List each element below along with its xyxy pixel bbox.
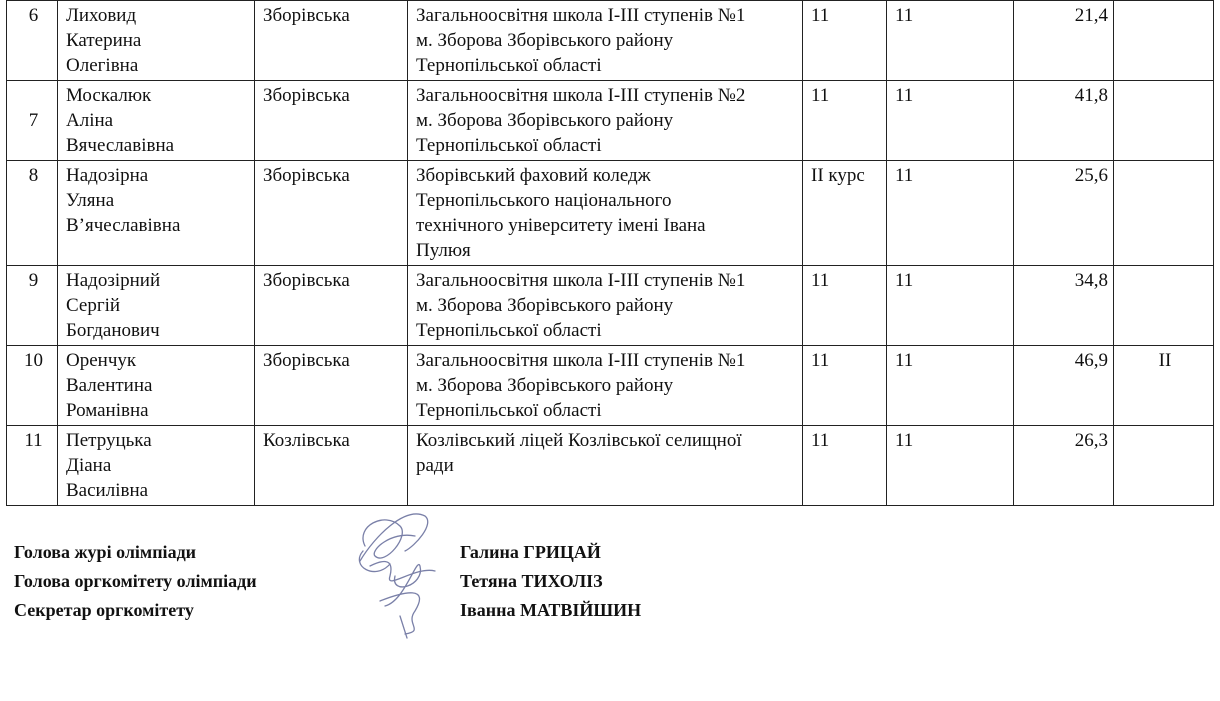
table-row [7,266,1214,346]
table-row [7,346,1214,426]
school-line: Загальноосвітня школа І-ІІІ ступенів №1 [416,5,746,26]
cell-place [1114,1,1214,81]
name-line: Уляна [66,190,115,211]
school-line: Зборівський фаховий коледж [416,165,651,186]
cell-score: 34,8 [1014,266,1114,346]
results-table-body [7,1,1214,506]
cell-district: Зборівська [255,1,408,81]
cell-place [1114,81,1214,161]
jury-head-role: Голова журі олімпіади [14,542,197,562]
name-line: В’ячеславівна [66,215,181,236]
name-line: Катерина [66,30,142,51]
table-row [7,161,1214,266]
cell-district: Зборівська [255,161,408,266]
name-line: Лиховид [66,5,137,26]
cell-place [1114,266,1214,346]
school-line: Тернопільської області [416,320,602,341]
school-line: технічного університету імені Івана [416,215,706,236]
school-line: м. Зборова Зборівського району [416,295,674,316]
cell-number: 11 [7,426,58,506]
cell-district: Зборівська [255,346,408,426]
cell-school [408,426,803,506]
cell-name [58,1,255,81]
school-line: Тернопільської області [416,135,602,156]
cell-district: Козлівська [255,426,408,506]
school-line: м. Зборова Зборівського району [416,375,674,396]
cell-name [58,346,255,426]
cell-score: 46,9 [1014,346,1114,426]
cell-school [408,266,803,346]
cell-place [1114,426,1214,506]
name-line: Сергій [66,295,121,316]
cell-grade: 11 [803,266,887,346]
name-line: Петруцька [66,430,152,451]
table-row [7,81,1214,161]
name-line: Олегівна [66,55,139,76]
school-line: Загальноосвітня школа І-ІІІ ступенів №2 [416,85,746,106]
cell-district: Зборівська [255,266,408,346]
name-line: Діана [66,455,112,476]
secretary-role: Секретар оргкомітету [14,600,194,620]
name-line: Богданович [66,320,160,341]
committee-head-name: Тетяна ТИХОЛІЗ [460,571,603,591]
cell-grade: 11 [803,426,887,506]
cell-school [408,346,803,426]
committee-head-role: Голова оргкомітету олімпіади [14,571,257,591]
name-line: Валентина [66,375,153,396]
school-line: м. Зборова Зборівського району [416,110,674,131]
school-line: Загальноосвітня школа І-ІІІ ступенів №1 [416,350,746,371]
name-line: Надозірна [66,165,149,186]
name-line: Москалюк [66,85,152,106]
cell-name [58,81,255,161]
cell-level: 11 [887,266,1014,346]
cell-number: 7 [7,81,58,161]
cell-grade: ІІ курс [803,161,887,266]
cell-score: 21,4 [1014,1,1114,81]
name-line: Надозірний [66,270,161,291]
cell-school [408,161,803,266]
cell-grade: 11 [803,1,887,81]
secretary-name: Іванна МАТВІЙШИН [460,600,642,620]
table-row [7,426,1214,506]
name-line: Романівна [66,400,149,421]
cell-name [58,266,255,346]
cell-grade: 11 [803,346,887,426]
results-table [6,0,1214,506]
cell-level: 11 [887,81,1014,161]
cell-number: 6 [7,1,58,81]
cell-place [1114,161,1214,266]
cell-level: 11 [887,346,1014,426]
cell-score: 41,8 [1014,81,1114,161]
school-line: Загальноосвітня школа І-ІІІ ступенів №1 [416,270,746,291]
cell-name [58,426,255,506]
name-line: Василівна [66,480,149,501]
school-line: Козлівський ліцей Козлівської селищної [416,430,742,451]
name-line: Оренчук [66,350,137,371]
cell-level: 11 [887,426,1014,506]
cell-score: 25,6 [1014,161,1114,266]
school-line: Тернопільської області [416,55,602,76]
cell-number: 10 [7,346,58,426]
cell-name [58,161,255,266]
school-line: Тернопільського національного [416,190,672,211]
school-line: ради [416,455,454,476]
cell-grade: 11 [803,81,887,161]
cell-number: 9 [7,266,58,346]
school-line: Пулюя [416,240,471,261]
cell-place: ІІ [1114,346,1214,426]
cell-level: 11 [887,1,1014,81]
school-line: м. Зборова Зборівського району [416,30,674,51]
school-line: Тернопільської області [416,400,602,421]
cell-score: 26,3 [1014,426,1114,506]
name-line: Вячеславівна [66,135,175,156]
cell-school [408,1,803,81]
table-row [7,1,1214,81]
name-line: Аліна [66,110,114,131]
cell-district: Зборівська [255,81,408,161]
cell-number: 8 [7,161,58,266]
cell-level: 11 [887,161,1014,266]
cell-school [408,81,803,161]
jury-head-name: Галина ГРИЦАЙ [460,542,601,562]
